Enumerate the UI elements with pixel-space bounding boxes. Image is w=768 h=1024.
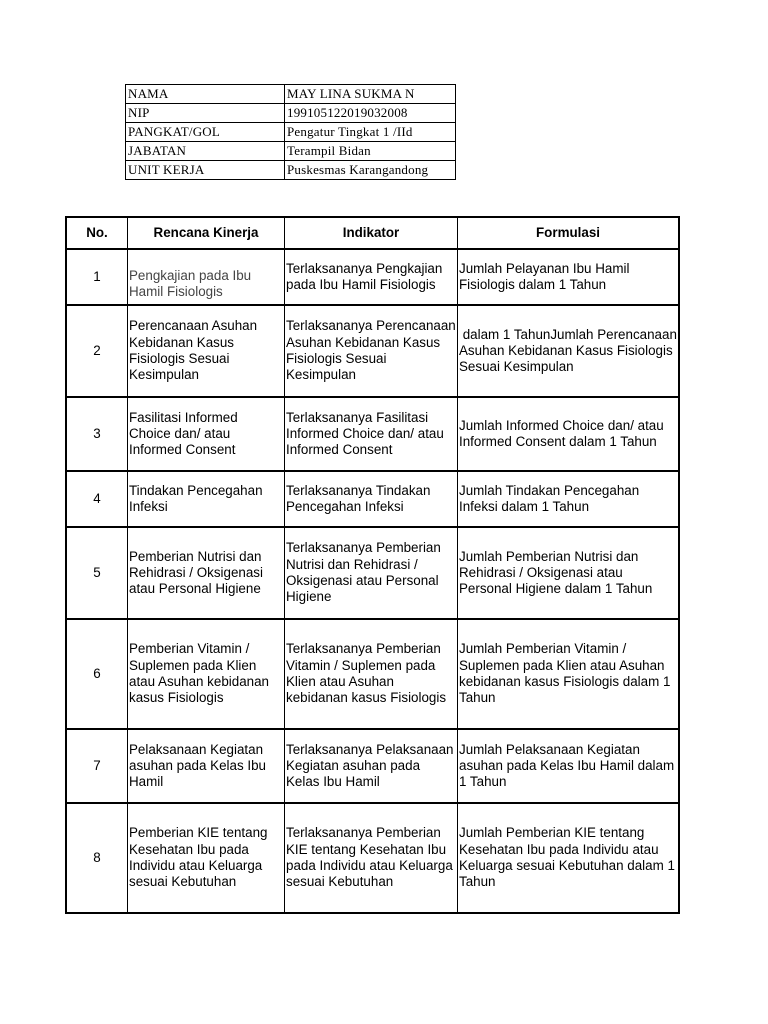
header-indikator: Indikator [285,217,458,249]
row-number: 8 [66,803,128,913]
row-number: 5 [66,527,128,619]
table-row [66,305,679,397]
performance-plan-table [65,216,680,914]
formulasi-cell: Jumlah Informed Choice dan/ atau Informed Consent dalam 1 Tahun [458,397,680,471]
identity-label: PANGKAT/GOL [126,123,285,142]
identity-row-pangkat [126,123,456,142]
table-row [66,471,679,527]
identity-row-jabatan [126,142,456,161]
indikator-cell: Terlaksananya Pemberian Nutrisi dan Rehidrasi / Oksigenasi atau Personal Higiene [285,527,458,619]
identity-row-nip [126,104,456,123]
identity-label: NIP [126,104,285,123]
identity-label: NAMA [126,85,285,104]
table-row [66,729,679,803]
row-number: 6 [66,619,128,729]
rencana-cell: Fasilitasi Informed Choice dan/ atau Informed Consent [128,397,285,471]
table-row [66,397,679,471]
row-number: 7 [66,729,128,803]
table-row [66,249,679,305]
rencana-cell: Pemberian Nutrisi dan Rehidrasi / Oksigenasi atau Personal Higiene [128,527,285,619]
table-row [66,527,679,619]
table-row [66,619,679,729]
rencana-cell: Perencanaan Asuhan Kebidanan Kasus Fisiologis Sesuai Kesimpulan [128,305,285,397]
formulasi-cell: Jumlah Pemberian Vitamin / Suplemen pada Klien atau Asuhan kebidanan kasus Fisiologis dalam 1 Tahun [458,619,680,729]
formulasi-cell: dalam 1 TahunJumlah Perencanaan Asuhan Kebidanan Kasus Fisiologis Sesuai Kesimpulan [458,305,680,397]
identity-value: Puskesmas Karangandong [285,161,456,180]
indikator-cell: Terlaksananya Pemberian KIE tentang Kesehatan Ibu pada Individu atau Keluarga sesuai Kebutuhan [285,803,458,913]
header-rencana-kinerja: Rencana Kinerja [128,217,285,249]
indikator-cell: Terlaksananya Pelaksanaan Kegiatan asuhan pada Kelas Ibu Hamil [285,729,458,803]
identity-value: 199105122019032008 [285,104,456,123]
header-no: No. [66,217,128,249]
rencana-cell: Pemberian Vitamin / Suplemen pada Klien atau Asuhan kebidanan kasus Fisiologis [128,619,285,729]
identity-row-nama [126,85,456,104]
rencana-cell: Tindakan Pencegahan Infeksi [128,471,285,527]
identity-value: MAY LINA SUKMA N [285,85,456,104]
formulasi-cell: Jumlah Pemberian KIE tentang Kesehatan Ibu pada Individu atau Keluarga sesuai Kebutuhan dalam 1 Tahun [458,803,680,913]
header-formulasi: Formulasi [458,217,680,249]
indikator-cell: Terlaksananya Perencanaan Asuhan Kebidanan Kasus Fisiologis Sesuai Kesimpulan [285,305,458,397]
row-number: 4 [66,471,128,527]
row-number: 1 [66,249,128,305]
rencana-cell: Pengkajian pada Ibu Hamil Fisiologis [128,249,285,305]
indikator-cell: Terlaksananya Pemberian Vitamin / Suplemen pada Klien atau Asuhan kebidanan kasus Fisiologis [285,619,458,729]
identity-label: UNIT KERJA [126,161,285,180]
identity-value: Terampil Bidan [285,142,456,161]
identity-table [125,84,456,180]
indikator-cell: Terlaksananya Fasilitasi Informed Choice dan/ atau Informed Consent [285,397,458,471]
table-row [66,803,679,913]
formulasi-cell: Jumlah Pelayanan Ibu Hamil Fisiologis dalam 1 Tahun [458,249,680,305]
identity-label: JABATAN [126,142,285,161]
identity-row-unit-kerja [126,161,456,180]
rencana-cell: Pemberian KIE tentang Kesehatan Ibu pada Individu atau Keluarga sesuai Kebutuhan [128,803,285,913]
identity-value: Pengatur Tingkat 1 /IId [285,123,456,142]
formulasi-cell: Jumlah Tindakan Pencegahan Infeksi dalam 1 Tahun [458,471,680,527]
formulasi-cell: Jumlah Pelaksanaan Kegiatan asuhan pada Kelas Ibu Hamil dalam 1 Tahun [458,729,680,803]
row-number: 3 [66,397,128,471]
indikator-cell: Terlaksananya Tindakan Pencegahan Infeksi [285,471,458,527]
indikator-cell: Terlaksananya Pengkajian pada Ibu Hamil Fisiologis [285,249,458,305]
formulasi-cell: Jumlah Pemberian Nutrisi dan Rehidrasi / Oksigenasi atau Personal Higiene dalam 1 Tahun [458,527,680,619]
rencana-cell: Pelaksanaan Kegiatan asuhan pada Kelas Ibu Hamil [128,729,285,803]
row-number: 2 [66,305,128,397]
table-header-row [66,217,679,249]
